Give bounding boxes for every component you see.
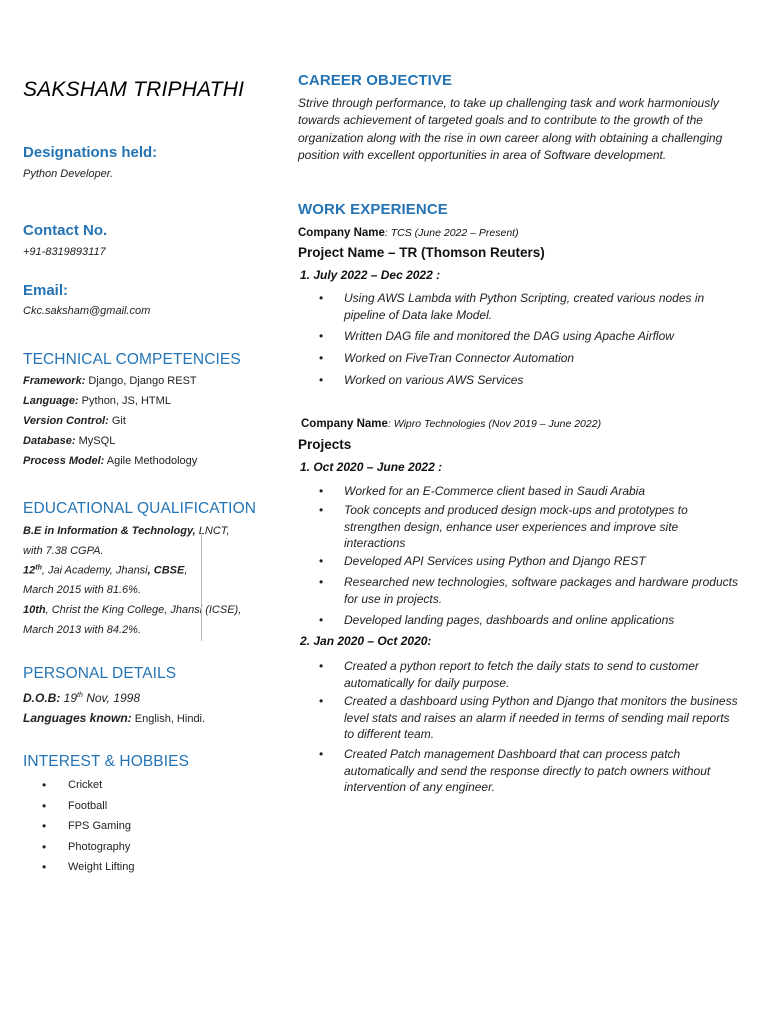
- list-item: • Worked on various AWS Services: [319, 373, 524, 387]
- column-divider: [201, 533, 202, 641]
- list-item: • Weight Lifting: [23, 861, 134, 882]
- list-item: • Created a python report to fetch the daily stats to send to customer automatically for daily purpose.: [319, 659, 699, 690]
- edu-tenth: 10th, Christ the King College, Jhansi (ICSE),: [23, 604, 242, 616]
- list-item: • Developed API Services using Python and Django REST: [319, 554, 646, 568]
- technical-heading: TECHNICAL COMPETENCIES: [23, 351, 241, 368]
- education-heading: EDUCATIONAL QUALIFICATION: [23, 500, 257, 517]
- period-wipro-1: 1. Oct 2020 – June 2022 :: [300, 460, 443, 474]
- designation-value: Python Developer.: [23, 168, 114, 180]
- list-item: • Created Patch management Dashboard that can process patch automatically and send the response directly to patch owners without intervention of any engineer.: [319, 747, 711, 794]
- competency-process-model: Process Model: Agile Methodology: [23, 455, 198, 467]
- objective-heading: CAREER OBJECTIVE: [298, 72, 453, 89]
- list-item: • Worked for an E-Commerce client based in Saudi Arabia: [319, 484, 646, 498]
- list-item: • FPS Gaming: [23, 820, 134, 841]
- languages-line: Languages known: English, Hindi.: [23, 711, 206, 725]
- period-tcs: 1. July 2022 – Dec 2022 :: [300, 268, 441, 282]
- edu-twelfth-date: March 2015 with 81.6%.: [23, 584, 142, 596]
- list-item: • Developed landing pages, dashboards and online applications: [319, 613, 675, 627]
- list-item: • Cricket: [23, 779, 134, 800]
- company-tcs: Company Name: TCS (June 2022 – Present): [298, 227, 519, 239]
- list-item: • Worked on FiveTran Connector Automation: [319, 351, 575, 365]
- list-item: • Researched new technologies, software packages and hardware products for use in projects.: [319, 575, 738, 606]
- edu-be-cgpa: with 7.38 CGPA.: [23, 545, 104, 557]
- competency-database: Database: MySQL: [23, 435, 116, 447]
- list-item: • Took concepts and produced design mock-ups and prototypes to strengthen design, enhance user experiences and improve site interactions: [319, 503, 688, 550]
- edu-twelfth: 12th, Jai Academy, Jhansi, CBSE,: [23, 564, 188, 577]
- objective-text: Strive through performance, to take up challenging task and work harmoniously towards achievement of targeted goals and to contribute to the growth of the organization along with the rise in own career along with obtaining a challenging position with excellent opportunities in area of Software development.: [298, 96, 723, 162]
- list-item: • Using AWS Lambda with Python Scripting, created various nodes in pipeline of Data lake Model.: [319, 291, 705, 322]
- hobbies-list: [23, 779, 134, 882]
- list-item: • Created a dashboard using Python and Django that monitors the business level stats and raises an alarm if needed in terms of sending mail reports to different team.: [319, 694, 738, 741]
- contact-heading: Contact No.: [23, 222, 108, 239]
- company-wipro: Company Name: Wipro Technologies (Nov 2019 – June 2022): [301, 418, 602, 430]
- dob-line: D.O.B: 19th Nov, 1998: [23, 691, 141, 705]
- list-item: • Football: [23, 800, 134, 821]
- competency-version-control: Version Control: Git: [23, 415, 126, 427]
- period-wipro-2: 2. Jan 2020 – Oct 2020:: [300, 634, 432, 648]
- hobbies-heading: INTEREST & HOBBIES: [23, 753, 190, 770]
- competency-language: Language: Python, JS, HTML: [23, 395, 171, 407]
- competency-framework: Framework: Django, Django REST: [23, 375, 197, 387]
- email-heading: Email:: [23, 282, 69, 299]
- personal-heading: PERSONAL DETAILS: [23, 665, 177, 682]
- list-item: • Photography: [23, 841, 134, 862]
- project-name: Project Name – TR (Thomson Reuters): [298, 245, 545, 260]
- email-value: Ckc.saksham@gmail.com: [23, 305, 151, 317]
- candidate-name: SAKSHAM TRIPHATHI: [23, 78, 245, 101]
- contact-value: +91-8319893117: [23, 246, 106, 258]
- edu-be: B.E in Information & Technology, LNCT,: [23, 525, 230, 537]
- projects-label: Projects: [298, 437, 352, 452]
- edu-tenth-date: March 2013 with 84.2%.: [23, 624, 142, 636]
- work-heading: WORK EXPERIENCE: [298, 201, 448, 218]
- list-item: • Written DAG file and monitored the DAG using Apache Airflow: [319, 329, 674, 343]
- designations-heading: Designations held:: [23, 144, 158, 161]
